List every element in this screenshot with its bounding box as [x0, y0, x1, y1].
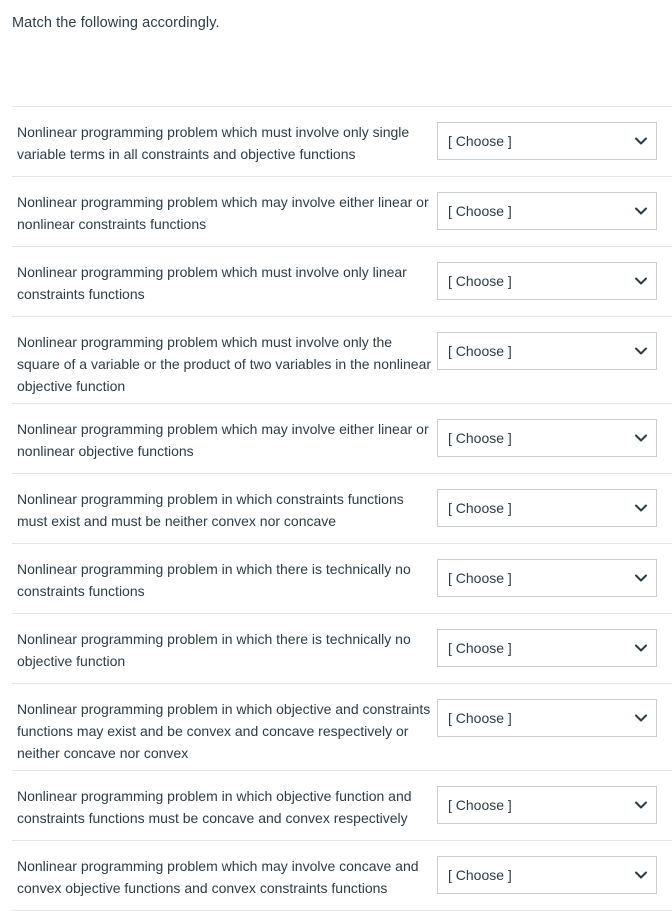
matching-list	[12, 106, 672, 911]
match-prompt-line: objective function	[17, 653, 126, 669]
match-prompt-line: nonlinear constraints functions	[17, 216, 207, 232]
answer-select-value: [ Choose ]	[448, 797, 512, 813]
answer-select[interactable]	[437, 856, 657, 894]
answer-select-value: [ Choose ]	[448, 203, 512, 219]
answer-select[interactable]	[437, 192, 657, 230]
match-prompt-line: constraints functions	[17, 583, 145, 599]
chevron-down-icon	[634, 798, 648, 812]
match-prompt-line: Nonlinear programming problem which must involve only single	[17, 124, 410, 140]
match-prompt-line: Nonlinear programming problem which may involve either linear or	[17, 194, 429, 210]
match-row	[12, 614, 672, 684]
match-prompt-line: variable terms in all constraints and objective functions	[17, 146, 356, 162]
chevron-down-icon	[634, 134, 648, 148]
chevron-down-icon	[634, 344, 648, 358]
match-prompt-line: Nonlinear programming problem in which there is technically no	[17, 561, 411, 577]
match-prompt-line: Nonlinear programming problem which may involve concave and	[17, 858, 419, 874]
match-prompt	[17, 331, 437, 397]
match-prompt-line: constraints functions must be concave and convex respectively	[17, 810, 408, 826]
answer-select[interactable]	[437, 559, 657, 597]
match-prompt-line: Nonlinear programming problem in which constraints functions	[17, 491, 404, 507]
answer-select-value: [ Choose ]	[448, 710, 512, 726]
match-row	[12, 771, 672, 841]
match-prompt-line: must exist and must be neither convex nor concave	[17, 513, 337, 529]
chevron-down-icon	[634, 501, 648, 515]
chevron-down-icon	[634, 868, 648, 882]
match-prompt	[17, 628, 437, 672]
match-row	[12, 404, 672, 474]
match-prompt-line: Nonlinear programming problem in which objective function and	[17, 788, 412, 804]
answer-select[interactable]	[437, 489, 657, 527]
answer-select-value: [ Choose ]	[448, 500, 512, 516]
chevron-down-icon	[634, 204, 648, 218]
match-prompt-line: neither concave nor convex	[17, 745, 189, 761]
match-row	[12, 107, 672, 177]
match-row	[12, 247, 672, 317]
match-prompt-line: Nonlinear programming problem which may involve either linear or	[17, 421, 429, 437]
chevron-down-icon	[634, 711, 648, 725]
match-prompt-line: constraints functions	[17, 286, 145, 302]
match-row	[12, 317, 672, 404]
match-prompt	[17, 121, 437, 165]
answer-select-value: [ Choose ]	[448, 273, 512, 289]
match-row	[12, 684, 672, 771]
match-prompt	[17, 558, 437, 602]
match-prompt-line: Nonlinear programming problem which must involve only the	[17, 334, 393, 350]
match-prompt-line: square of a variable or the product of two variables in the nonlinear	[17, 356, 432, 372]
question-instructions: Match the following accordingly.	[12, 15, 220, 31]
match-prompt-line: Nonlinear programming problem in which objective and constraints	[17, 701, 431, 717]
match-prompt	[17, 261, 437, 305]
answer-select[interactable]	[437, 786, 657, 824]
answer-select[interactable]	[437, 122, 657, 160]
match-prompt	[17, 855, 437, 899]
match-row	[12, 177, 672, 247]
match-row	[12, 474, 672, 544]
match-prompt	[17, 698, 437, 764]
match-prompt	[17, 785, 437, 829]
answer-select[interactable]	[437, 262, 657, 300]
answer-select[interactable]	[437, 419, 657, 457]
match-prompt	[17, 418, 437, 462]
match-prompt	[17, 191, 437, 235]
answer-select-value: [ Choose ]	[448, 867, 512, 883]
chevron-down-icon	[634, 571, 648, 585]
match-prompt-line: Nonlinear programming problem which must involve only linear	[17, 264, 407, 280]
answer-select-value: [ Choose ]	[448, 430, 512, 446]
match-prompt-line: Nonlinear programming problem in which there is technically no	[17, 631, 411, 647]
answer-select-value: [ Choose ]	[448, 343, 512, 359]
match-row	[12, 544, 672, 614]
answer-select-value: [ Choose ]	[448, 133, 512, 149]
chevron-down-icon	[634, 431, 648, 445]
match-prompt-line: convex objective functions and convex constraints functions	[17, 880, 388, 896]
answer-select-value: [ Choose ]	[448, 570, 512, 586]
answer-select[interactable]	[437, 332, 657, 370]
match-prompt-line: nonlinear objective functions	[17, 443, 194, 459]
answer-select[interactable]	[437, 629, 657, 667]
chevron-down-icon	[634, 641, 648, 655]
match-prompt-line: functions may exist and be convex and concave respectively or	[17, 723, 409, 739]
match-row	[12, 841, 672, 911]
answer-select-value: [ Choose ]	[448, 640, 512, 656]
answer-select[interactable]	[437, 699, 657, 737]
match-prompt-line: objective function	[17, 378, 126, 394]
chevron-down-icon	[634, 274, 648, 288]
match-prompt	[17, 488, 437, 532]
